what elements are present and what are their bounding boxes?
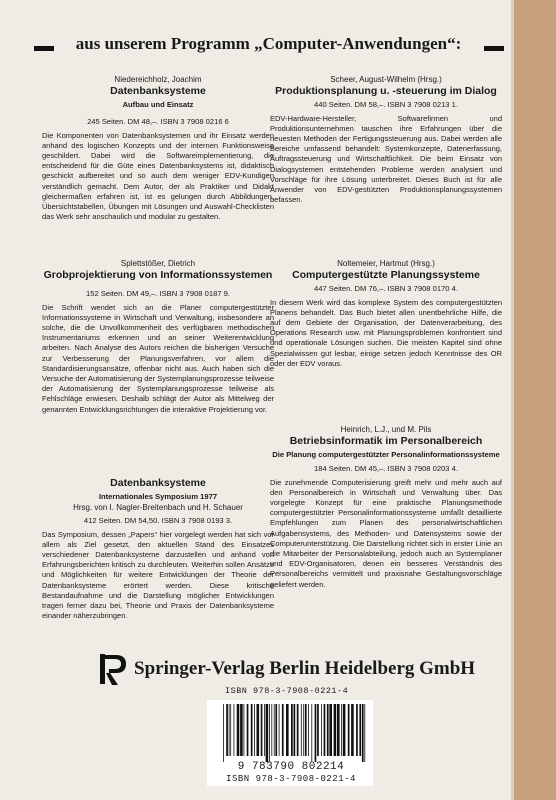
book-meta: 447 Seiten. DM 76,–. ISBN 3 7908 0170 4.	[314, 283, 458, 293]
barcode-bar	[329, 704, 332, 756]
book-entry	[270, 258, 502, 369]
barcode-bar	[301, 704, 302, 756]
book-subtitle: Aufbau und Einsatz	[122, 99, 194, 109]
barcode-bar	[308, 704, 309, 756]
series-title: aus unserem Programm „Computer-Anwendungen“:	[75, 34, 462, 53]
isbn-text: ISBN 978-3-7908-0221-4	[225, 686, 349, 696]
book-entry	[42, 74, 274, 222]
book-meta: 184 Seiten. DM 45,–. ISBN 3 7908 0203 4.	[314, 463, 458, 473]
book-description: EDV-Hardware-Hersteller, Softwarefirmen und Produktionsunternehmen tauschen ihre Erfahrungen über die neuesten Methoden der Fertigungssteuerung aus. Dabei werden alle Bereiche umfassend behandelt: Systemkonzepte, Datenerfassung, Auftragssteuerung und Wirtschaftlichkeit. Die beim Einsatz von Dialogsystemen entstehenden Probleme werden analysiert und Vorschläge für ihre Lösung unterbreitet. Dieses Buch ist für alle Anwender von EDV-gestützten Produktionsplanungssystemen befassen.	[270, 113, 502, 205]
book-author: Noltemeier, Hartmut (Hrsg.)	[337, 259, 435, 268]
barcode-bar	[359, 704, 361, 756]
barcode-bar	[274, 704, 275, 756]
book-spine	[514, 0, 556, 800]
barcode-bar	[356, 704, 358, 756]
book-author: Scheer, August-Wilhelm (Hrsg.)	[330, 75, 442, 84]
book-title: Datenbanksysteme	[110, 85, 206, 97]
barcode-bar	[286, 704, 289, 756]
book-entry	[270, 424, 502, 590]
publisher-name: Springer-Verlag Berlin Heidelberg GmbH	[134, 658, 476, 679]
barcode-bar	[297, 704, 299, 756]
barcode-bar	[351, 704, 354, 756]
barcode-bar	[251, 704, 253, 756]
book-description: In diesem Werk wird das komplexe System des computergestützten Planens behandelt. Das Buch bietet allen unentbehrliche Hilfe, die auf dem Gebiete der Organisation, der Datenverarbeitung, des Operations Research usw. mit Planungsproblemen konfrontiert sind und operationale Lösungen suchen. Die meisten Kapitel sind ohne Spezialwissen gut lesbar, einige setzen jedoch Kenntnisse des OR oder der EDV voraus.	[270, 297, 502, 368]
book-title: Produktionsplanung u. -steuerung im Dialog	[275, 85, 497, 97]
book-author: Splettstößer, Dietrich	[120, 259, 196, 268]
barcode-isbn: ISBN 978-3-7908-0221-4	[226, 774, 356, 784]
barcode-bar	[337, 704, 340, 756]
barcode-bar	[321, 704, 322, 756]
barcode-bar	[282, 704, 284, 756]
book-subtitle: Die Planung computergestützter Personalinformationssysteme	[272, 449, 500, 459]
barcode-bar	[294, 704, 296, 756]
book-subtitle: Internationales Symposium 1977	[98, 491, 218, 501]
barcode-bar	[343, 704, 346, 756]
book-editors: Hrsg. von I. Nagler-Breitenbach und H. Schauer	[73, 502, 243, 512]
book-title: Computergestützte Planungssysteme	[292, 269, 480, 281]
book-author: Heinrich, L.J., und M. Pils	[340, 425, 432, 434]
barcode-bar	[334, 704, 337, 756]
series-header	[34, 34, 504, 54]
barcode-bar	[261, 704, 263, 756]
barcode-bar	[311, 704, 312, 762]
barcode-bar	[341, 704, 342, 756]
barcode-bar	[305, 704, 307, 756]
barcode-panel	[207, 700, 373, 786]
barcode-bar	[364, 704, 365, 762]
barcode-bar	[234, 704, 235, 756]
barcode-bar	[237, 704, 240, 756]
barcode-bar	[324, 704, 326, 756]
barcode-bar	[257, 704, 260, 756]
barcode-bar	[266, 704, 269, 762]
publisher-imprint	[98, 652, 478, 688]
book-description: Die zunehmende Computerisierung greift mehr und mehr auch auf den Personalbereich in Wirtschaft und Verwaltung über. Das vorgelegte Konzept für eine praktische Planungsmethode computergestützter Personalinformationssysteme umfaßt detaillierte Empfehlungen zum Planen des personalwirtschaftlichen Aufgabensystems, des Methoden- und Datensystems sowie der Computerunterstützung. Die Darstellung richtet sich in erster Linie an die Mitarbeiter der Personalabteilung, jedoch auch an Systemplaner und EDV-Organisatoren, denen ein besseres Verständnis des Personalbereichs vermittelt und praxisnahe Gestaltungsvorschläge geliefert werden.	[270, 477, 502, 589]
barcode-bar	[291, 704, 293, 756]
barcode-bar	[264, 704, 265, 756]
barcode-bar	[271, 704, 272, 756]
barcode-bar	[226, 704, 228, 756]
book-title: Betriebsinformatik im Personalbereich	[289, 435, 483, 447]
barcode-bar	[244, 704, 245, 756]
book-title: Grobprojektierung von Informationssystemen	[43, 269, 273, 281]
barcode-bar	[275, 704, 277, 756]
barcode-bar	[229, 704, 230, 756]
barcode-bar	[303, 704, 304, 756]
barcode-bar	[362, 704, 364, 762]
header-bar-right	[484, 46, 504, 51]
barcode-bar	[223, 704, 224, 762]
barcode-bar	[230, 704, 231, 756]
book-description: Die Komponenten von Datenbanksystemen und ihr Einsatz werden anhand des logischen Konzepts und der internen Funktionsweise geschildert. Dabei wird die Softwareimplementierung, die entscheidend für die Güte eines Datenbanksystems ist, didaktisch geschickt aufbereitet und so auch dem weniger EDV-Kundigen verständlich gemacht. Dem Autor, der als Praktiker und Didakt gleichermaßen erfahren ist, ist es gelungen durch Abbildungen, Übersichtstabellen, Übungen mit Lösungen und Auswahl-Checklisten das Werk sehr anschaulich und modular zu gestalten.	[42, 130, 274, 222]
barcode-bar	[247, 704, 249, 756]
barcode-bar	[240, 704, 243, 756]
book-meta: 440 Seiten. DM 58,–. ISBN 3 7908 0213 1.	[314, 99, 458, 109]
header-bar-left	[34, 46, 54, 51]
barcode-bar	[317, 704, 319, 756]
book-meta: 412 Seiten. DM 54,50. ISBN 3 7908 0193 3.	[83, 515, 233, 525]
barcode-icon	[221, 704, 367, 762]
barcode-bar	[348, 704, 350, 756]
barcode-bar	[327, 704, 329, 756]
barcode-bar	[315, 704, 317, 762]
book-description: Die Schrift wendet sich an die Planer computergestützter Informationssysteme in Wirtschaft und Verwaltung, insbesondere an solche, die die Unvollkommenheit des verfügbaren methodischen Instrumentariums erkennen und an seiner Weiterentwicklung arbeiten. Nach Analyse des Autors reichen die bisherigen Versuche zur Verbesserung der Planungsverfahren, vor allem die Standardisierungsansätze, offenbar nicht aus. Auch haben sich die Versuche der Automatisierung der Systemplanungsprozesse teilweise der Automatisierung der Systemplanungsprozesse teilweise als Fehlschläge erwiesen. Deshalb schlägt der Autor als Mittelweg der genannten Entwicklungsrichtungen die interaktive Projektierung vor.	[42, 302, 274, 414]
book-meta: 245 Seiten. DM 48,–. ISBN 3 7908 0216 6	[87, 116, 229, 126]
springer-logo-icon	[98, 652, 128, 686]
ean-digits: 9 783790 802214	[237, 761, 345, 773]
barcode-bar	[254, 704, 255, 756]
book-meta: 152 Seiten. DM 49,–. ISBN 3 7908 0187 9.	[86, 288, 230, 298]
book-title: Datenbanksysteme	[110, 477, 206, 489]
book-entry	[270, 74, 502, 205]
book-entry	[42, 477, 274, 621]
barcode-bar	[279, 704, 280, 756]
book-description: Das Symposium, dessen „Papers“ hier vorgelegt werden hat sich vor allem als Ziel gesetzt, den aktuellen Stand des Einsatzes verschiedener Datenbanksysteme darzustellen und anhand von Erfahrungsberichten kritisch zu durchleuten. Weiterhin sollen Ansätze und Möglichkeiten für weitere Entwicklungen der Theorie der Datenbanksysteme erörtert werden. Diese kritische Bestandaufnahme und die Darstellung möglicher Entwicklungen tragen ferner dazu bei, Theorie und Praxis der Datenbanksysteme einander näherzubringen.	[42, 529, 274, 621]
barcode-bar	[269, 704, 270, 762]
book-author: Niedereichholz, Joachim	[114, 75, 202, 84]
book-entry	[42, 258, 274, 415]
